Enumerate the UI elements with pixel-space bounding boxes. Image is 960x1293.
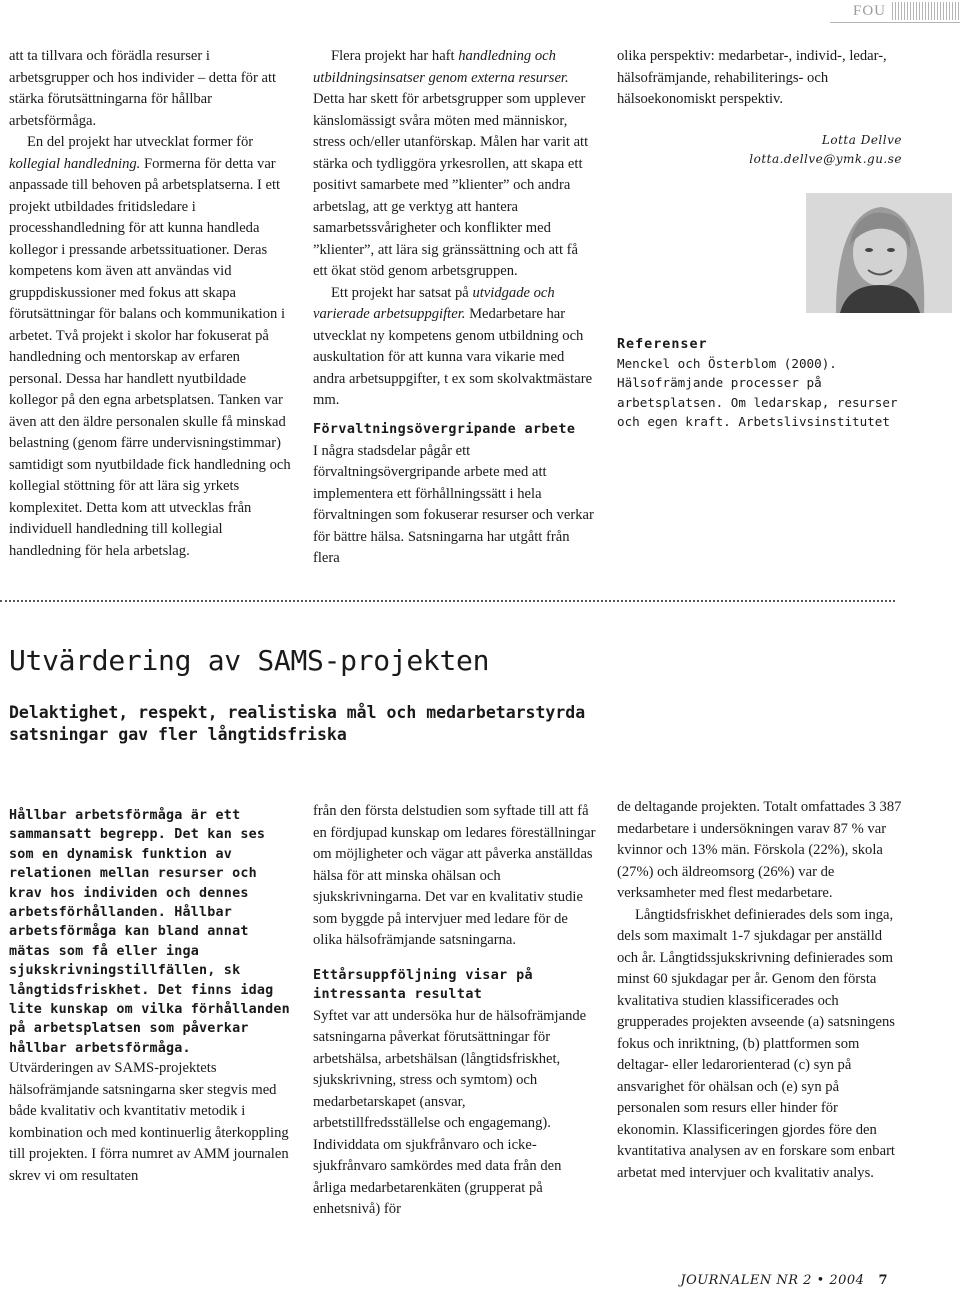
paragraph: Långtidsfriskhet definierades dels som inga, dels som maximalt 1-7 sjukdagar per anställd och år. Långtidssjukskrivning definierades som minst 60 sjukdagar per år. Genom den första kvalitativa studien klassificerades och grupperades projekten avseende (a) satsningens fokus och inriktning, (b) plattformen som deltagar- eller ledarorienterad (c) syn på ansvarighet för ohälsan och (e) syn på personalen som resurs eller hinder för ekonomin. Klassificeringen gjordes före den kvantitativa analysen av en forskare som enbart arbetat med intervjuer och kvalitativ analys. bbox=[617, 906, 895, 1181]
top-column-3 bbox=[617, 46, 902, 432]
lead-paragraph: Hållbar arbetsförmåga är ett sammansatt begrepp. Det kan ses som en dynamisk funktion av relationen mellan resurser och krav hos individen och dennes arbetsförhållanden. Hållbar arbetsförmåga kan bland annat mätas som få eller inga sjukskrivningstillfällen, sk långtidsfriskhet. Det finns idag lite kunskap om vilka förhållanden på arbetsplatsen som påverkar hållbar arbetsförmåga. bbox=[9, 808, 290, 1056]
dotted-divider bbox=[0, 600, 895, 602]
page-number: 7 bbox=[878, 1273, 888, 1288]
header-rule bbox=[830, 22, 960, 23]
paragraph: att ta tillvara och förädla resurser i arbetsgrupper och hos individer – detta för att stärka förutsättningarna för hållbar arbetsförmåga. bbox=[9, 48, 277, 129]
references bbox=[617, 335, 902, 432]
section-heading: Ettårsuppföljning visar på intressanta resultat bbox=[313, 967, 534, 1002]
author-email: lotta.dellve@ymk.gu.se bbox=[749, 151, 902, 166]
article-column-1 bbox=[9, 806, 293, 1187]
text-run: Formerna för detta var anpassade till behoven på arbetsplatserna. I ett projekt utbildades fritidsledare i processhandledning för att kunna handleda kollegor i pressande arbetssituationer. Deras kompetens kom även att användas vid gruppdiskussioner med fokus att skapa förutsättningar för balans och kommunikation i arbetet. Två projekt i skolor har fokuserat på handledning och mentorskap av erfaren personal. Dessa har handlett nyutbildade kollegor på den egna arbetsplatsen. Tanken var även att den äldre personalen skulle få minskad belastning (genom färre undervisningstimmar) samtidigt som nyutbildade fick handledning och kollegial stöttning för att lära sig yrkets komplexitet. Detta kom att utvecklas från individuell handledning till kollegial handledning för hela arbetslag. bbox=[9, 155, 291, 559]
article-column-2 bbox=[313, 801, 596, 1221]
author-name: Lotta Dellve bbox=[821, 132, 902, 147]
emphasis: handledning och utbildningsinsatser genom externa resurser. bbox=[313, 48, 569, 86]
top-column-2 bbox=[313, 46, 596, 570]
paragraph: Syftet var att undersöka hur de hälsofrämjande satsningarna påverkat förutsättningar för arbetshälsa, arbetshälsan (långtidsfriskhet, sjukskrivning, stress och symtom) och medarbetarskapet (ansvar, arbetstillfredsställelse och engagemang). Individdata om sjukfrånvaro och icke-sjukfrånvaro samkördes med data från den årliga medarbetarenkäten (grupperat på enhetsnivå) för bbox=[313, 1007, 587, 1217]
author-portrait bbox=[806, 193, 952, 313]
paragraph bbox=[9, 132, 293, 562]
paragraph: de deltagande projekten. Totalt omfattades 3 387 medarbetare i undersökningen varav 87 % var kvinnor och 13% män. Förskola (22%), skola (27%) och äldreomsorg (26%) var de verksamheter med flest medarbetare. bbox=[617, 799, 902, 901]
paragraph: från den första delstudien som syftade till att få en fördjupad kunskap om ledares föreställningar om möjligheter och vägar att påverka anställdas hälsa för att minska ohälsan och sjukskrivningarna. Det var en kvalitativ studie som byggde på intervjuer med ledare för de olika hälsofrämjande satsningarna. bbox=[313, 803, 596, 948]
top-column-1 bbox=[9, 46, 293, 562]
text-run: Medarbetare har utvecklat ny kompetens genom utbildning och auskultation för att kunna vara vikarie med andra arbetsuppgifter, t ex som skolvaktmästare mm. bbox=[313, 306, 593, 408]
article-column-3 bbox=[617, 797, 902, 1184]
paragraph: I några stadsdelar pågår ett förvaltningsövergripande arbete med att implementera ett förhållningssätt i hela förvaltningen som fokuserar resurser och verkar för bättre hälsa. Satsningarna har utgått från flera bbox=[313, 442, 594, 566]
article-subtitle: Delaktighet, respekt, realistiska mål och medarbetarstyrda satsningar gav fler långtidsfriska bbox=[9, 703, 586, 744]
text-run: Ett projekt har satsat på bbox=[331, 284, 473, 301]
article-title: Utvärdering av SAMS-projekten bbox=[9, 644, 490, 677]
paragraph bbox=[313, 283, 596, 412]
portrait-image bbox=[806, 193, 952, 313]
paragraph: Utvärderingen av SAMS-projektets hälsofrämjande satsningarna sker stegvis med både kvalitativ och kvantitativ metodik i kombination och med kontinuerlig återkoppling till projekten. I förra numret av AMM journalen skrev vi om resultaten bbox=[9, 1060, 289, 1184]
journal-issue: JOURNALEN NR 2 • 2004 bbox=[680, 1273, 865, 1288]
paragraph: olika perspektiv: medarbetar-, individ-, ledar-, hälsofrämjande, rehabiliterings- och hälsoekonomiskt perspektiv. bbox=[617, 48, 887, 107]
section-heading: Förvaltningsövergripande arbete bbox=[313, 421, 576, 437]
text-run: En del projekt har utvecklat former för bbox=[27, 134, 254, 150]
references-text: Menckel och Österblom (2000). Hälsofrämjande processer på arbetsplatsen. Om ledarskap, resurser och egen kraft. Arbetslivsinstitutet bbox=[617, 355, 898, 429]
paragraph bbox=[313, 46, 596, 283]
page-footer bbox=[680, 1273, 888, 1288]
author-signature bbox=[617, 131, 902, 169]
header-barcode-ornament bbox=[892, 2, 960, 20]
running-header bbox=[853, 0, 960, 22]
emphasis: utvidgade och varierade arbetsuppgifter. bbox=[313, 284, 555, 322]
emphasis: kollegial handledning. bbox=[9, 155, 141, 172]
text-run: Flera projekt har haft bbox=[331, 48, 459, 64]
references-heading: Referenser bbox=[617, 336, 708, 352]
text-run: Detta har skett för arbetsgrupper som upplever känslomässigt svåra möten med människor, stress och/eller utanförskap. Målen har varit att stärka och tydliggöra yrkesrollen, att skapa ett positivt samarbete med ”klienter” och andra arbetslag, att ge verktyg att hantera samarbetssvårigheter och konflikter med ”klienter”, att lära sig gränssättning och att få ett ökat stöd genom arbetsgruppen. bbox=[313, 91, 589, 279]
section-label: FOU bbox=[852, 2, 886, 19]
